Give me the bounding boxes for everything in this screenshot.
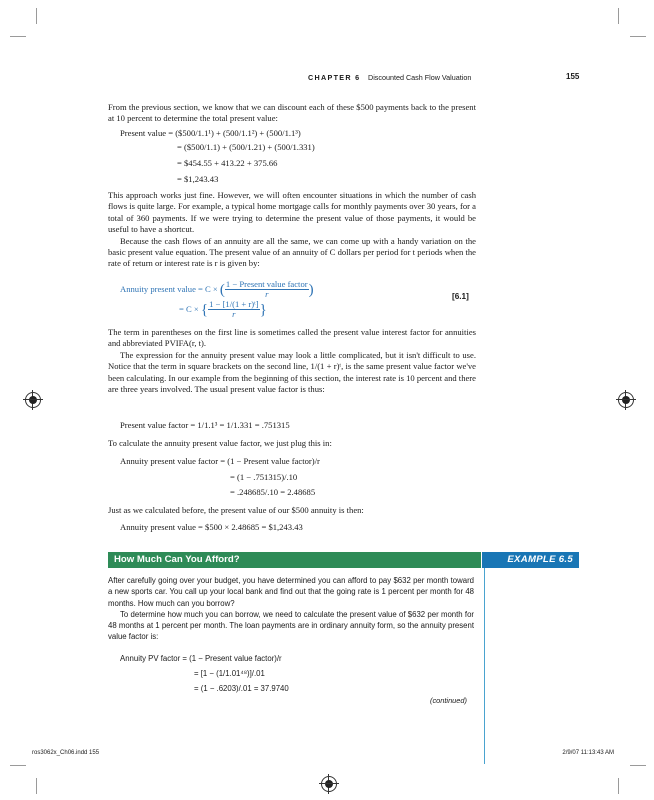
running-header [80,71,580,83]
paragraph: Just as we calculated before, the present value of our $500 annuity is then: [108,505,364,515]
paragraph: To calculate the annuity present value factor, we just plug this in: [108,438,332,448]
paragraph: The term in parentheses on the first line is sometimes called the present value interest factor for annuities and abbreviated PVIFA(r, t). The expression for the annuity present value may look a little complicated, but it isn't difficult to use. Notice that the term in square brackets on the second line, 1/(1 + r)ᵗ, is the same present value factor we've been calculating. In our example from the beginning of this section, the interest rate is 10 percent and there are three years involved. The usual present value factor is thus: [108,327,476,395]
crop-mark-right-top [630,36,646,37]
crop-mark-right-bottom [630,765,646,766]
annuity-formula-line-2: = C × { $\frac{\text{1 − [1/(1 + r)ᵗ]}}{r}$ } [179,299,267,319]
example-title-bar [108,552,481,568]
equation-number: [6.1] [452,292,469,301]
print-timestamp: 2/9/07 11:13:43 AM [562,750,614,756]
annuity-formula-line-1: Annuity present value = C × ( $\frac{\text{1 − Present value factor}}{r}$ ) [120,279,314,299]
crop-mark-top-left [36,8,37,24]
registration-mark-icon [618,392,634,408]
crop-mark-bottom-left [36,778,37,794]
print-slug [32,750,622,764]
example-eq-line-3: = (1 − .6203)/.01 = 37.9740 [194,684,289,693]
example-title: How Much Can You Afford? [114,554,240,565]
paragraph: This approach works just fine. However, we will often encounter situations in which the number of cash flows is quite large. For example, a typical home mortgage calls for monthly payments over 30 years, for a total of 360 payments. If we were trying to determine the present value of those payments, it would be useful to have a shortcut. Because the cash flows of an annuity are all the same, we can come up with a handy variation on the basic present value equation. The present value of an annuity of C dollars per period for t periods when the rate of return or interest rate is r is given by: [108,190,476,269]
example-eq-line-2: = [1 − (1/1.01⁴⁸)]/.01 [194,669,265,678]
crop-mark-left-bottom [10,765,26,766]
page-number: 155 [566,72,580,81]
chapter-label: CHAPTER 6 [308,73,361,82]
file-name: ros3062x_Ch06.indd 155 [32,750,100,756]
pv-line-3: = $454.55 + 413.22 + 375.66 [177,158,278,168]
annuity-pv-line: Annuity present value = $500 × 2.48685 = $1,243.43 [120,522,303,532]
continued-label: (continued) [430,696,467,705]
pv-line-2: = ($500/1.1) + (500/1.21) + (500/1.331) [177,142,315,152]
crop-mark-top-right [618,8,619,24]
example-number: EXAMPLE 6.5 [507,554,573,565]
pv-line-1: Present value = ($500/1.1¹) + (500/1.1²) + (500/1.1³) [120,128,301,138]
pv-line-4: = $1,243.43 [177,174,219,184]
chapter-title: Discounted Cash Flow Valuation [368,73,472,82]
apv-factor-line-3: = .248685/.10 = 2.48685 [230,487,316,497]
example-tag [482,552,579,568]
pv-factor-line: Present value factor = 1/1.1³ = 1/1.331 = .751315 [120,420,290,430]
apv-factor-line-1: Annuity present value factor = (1 − Present value factor)/r [120,456,320,466]
apv-factor-line-2: = (1 − .751315)/.10 [230,472,298,482]
example-text: After carefully going over your budget, you have determined you can afford to pay $632 per month toward a new sports car. You call up your local bank and find out that the going rate is 1 percent per month for 48 months. How much can you borrow? To determine how much you can borrow, we need to calculate the present value of $632 per month for 48 months at 1 percent per month. The loan payments are in ordinary annuity form, so the annuity present value factor is: [108,576,474,642]
crop-mark-left-top [10,36,26,37]
crop-mark-bottom-right [618,778,619,794]
registration-mark-icon [25,392,41,408]
example-divider [484,568,485,764]
example-eq-line-1: Annuity PV factor = (1 − Present value factor)/r [120,654,282,663]
intro-paragraph: From the previous section, we know that we can discount each of these $500 payments back to the present at 10 percent to determine the total present value: [108,102,476,124]
registration-mark-icon [321,776,337,792]
